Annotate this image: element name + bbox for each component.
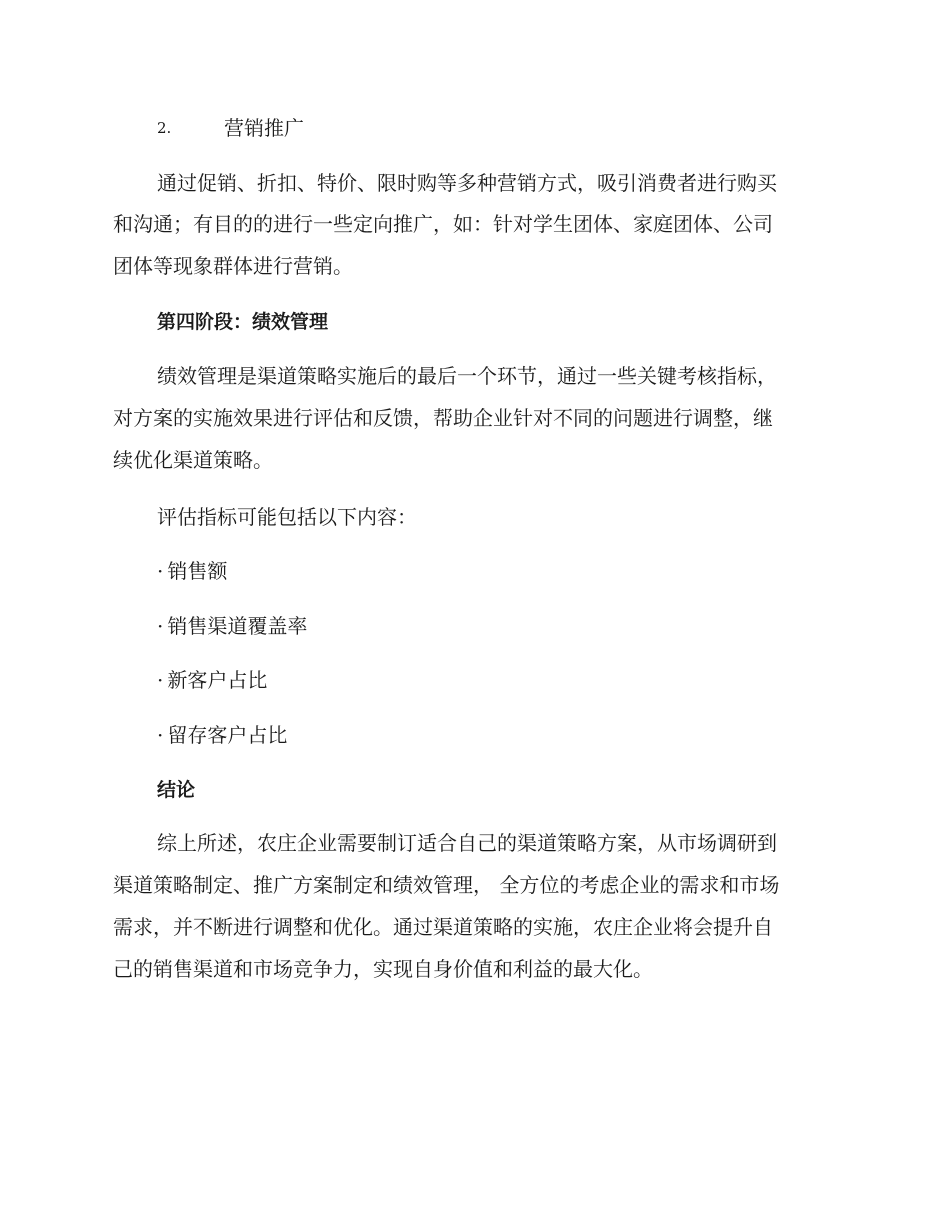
section-number: 2. xyxy=(157,119,172,137)
paragraph-line: 综上所述，农庄企业需要制订适合自己的渠道策略方案，从市场调研到 xyxy=(157,831,777,855)
paragraph-line: 需求，并不断进行调整和优化。通过渠道策略的实施，农庄企业将会提升自 xyxy=(113,915,773,939)
bullet-icon: · xyxy=(157,668,164,692)
bullet-icon: · xyxy=(157,559,164,583)
paragraph-line: 渠道策略制定、推广方案制定和绩效管理， 全方位的考虑企业的需求和市场 xyxy=(113,873,780,897)
stage4-heading: 第四阶段：绩效管理 xyxy=(157,311,329,333)
paragraph-line: 通过促销、折扣、特价、限时购等多种营销方式，吸引消费者进行购买 xyxy=(157,171,777,195)
section-title: 营销推广 xyxy=(224,116,304,140)
list-item-label: 销售额 xyxy=(167,559,228,583)
list-item xyxy=(157,612,307,640)
list-item xyxy=(157,721,287,749)
list-item-label: 留存客户占比 xyxy=(167,723,288,747)
bullet-icon: · xyxy=(157,614,164,638)
bullet-icon: · xyxy=(157,723,164,747)
paragraph-line: 绩效管理是渠道策略实施后的最后一个环节，通过一些关键考核指标， xyxy=(157,364,777,388)
paragraph-line: 和沟通；有目的的进行一些定向推广，如：针对学生团体、家庭团体、公司 xyxy=(113,212,773,236)
paragraph-line: 团体等现象群体进行营销。 xyxy=(113,254,353,278)
metrics-intro: 评估指标可能包括以下内容： xyxy=(157,505,417,529)
list-item xyxy=(157,557,227,585)
paragraph-line: 续优化渠道策略。 xyxy=(113,448,273,472)
conclusion-heading: 结论 xyxy=(157,779,196,801)
list-item-label: 新客户占比 xyxy=(167,668,268,692)
paragraph-line: 对方案的实施效果进行评估和反馈，帮助企业针对不同的问题进行调整，继 xyxy=(113,406,773,430)
list-item-label: 销售渠道覆盖率 xyxy=(167,614,308,638)
paragraph-line: 己的销售渠道和市场竞争力，实现自身价值和利益的最大化。 xyxy=(113,957,653,981)
list-item xyxy=(157,666,267,694)
